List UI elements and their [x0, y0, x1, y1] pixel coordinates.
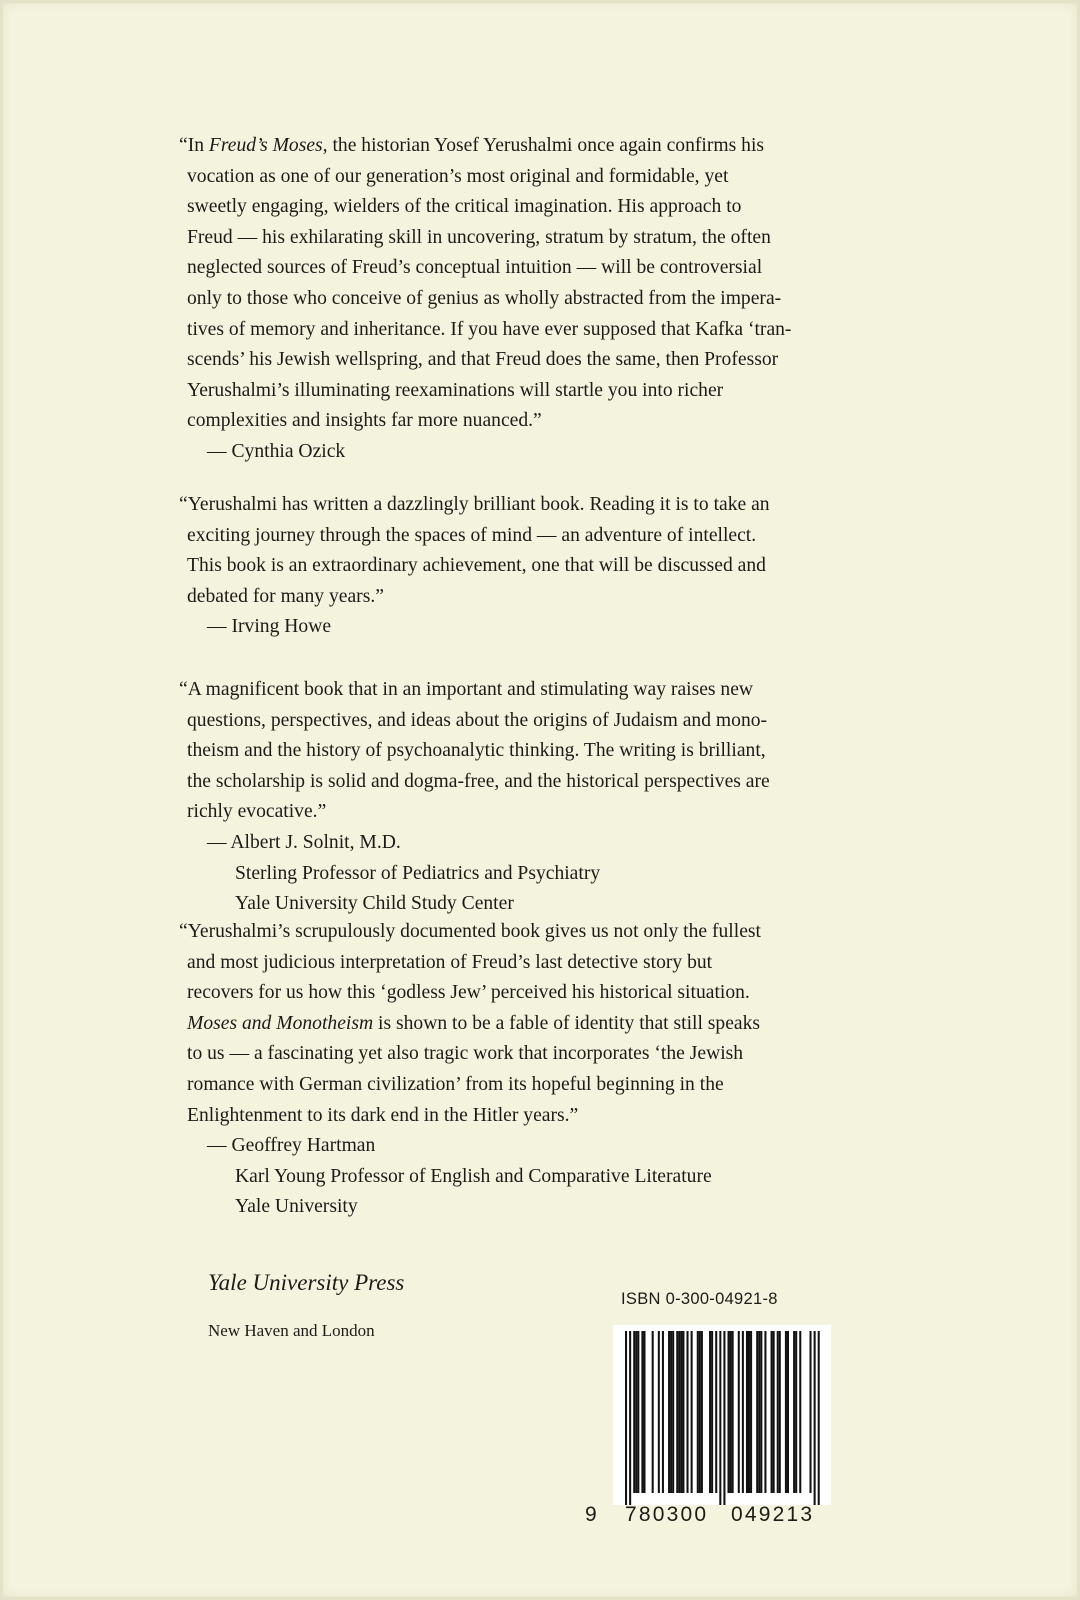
blurb-cynthia-ozick — [179, 131, 907, 468]
barcode-block — [585, 1325, 835, 1531]
blurb-line: “In Freud’s Moses, the historian Yosef Yerushalmi once again confirms his — [179, 135, 765, 156]
barcode-bar — [699, 1331, 701, 1493]
blurb-line: complexities and insights far more nuanced.” — [187, 410, 542, 432]
blurb-line: Enlightenment to its dark end in the Hitler years.” — [187, 1104, 579, 1126]
barcode-bar — [799, 1331, 801, 1493]
blurb-line: “A magnificent book that in an important and stimulating way raises new — [179, 679, 754, 700]
barcode-bar — [750, 1331, 752, 1493]
barcode-bar — [760, 1331, 762, 1493]
blurb-line: only to those who conceive of genius as wholly abstracted from the impera- — [187, 287, 782, 309]
barcode-bar — [625, 1331, 627, 1505]
barcode-bar — [779, 1331, 781, 1493]
barcode-bar — [771, 1331, 773, 1493]
barcode-bar — [719, 1331, 721, 1505]
blurb-author: — Geoffrey Hartman — [207, 1135, 376, 1157]
barcode-bar — [687, 1331, 689, 1493]
barcode-bar — [758, 1331, 760, 1493]
blurb-line: sweetly engaging, wielders of the critical imagination. His approach to — [187, 196, 742, 218]
blurb-line: recovers for us how this ‘godless Jew’ perceived his historical situation. — [187, 982, 750, 1004]
barcode-left-digits: 780300 — [625, 1503, 709, 1526]
barcode-bars — [613, 1325, 831, 1505]
barcode-bar — [738, 1331, 740, 1493]
blurb-line: to us — a fascinating yet also tragic work that incorporates ‘the Jewish — [187, 1043, 744, 1065]
blurb-line: Moses and Monotheism is shown to be a fable of identity that still speaks — [187, 1012, 761, 1034]
barcode-bar — [682, 1331, 684, 1493]
blurb-line: “Yerushalmi’s scrupulously documented book gives us not only the fullest — [179, 921, 761, 942]
barcode-bar — [658, 1331, 660, 1493]
barcode-bar — [810, 1331, 812, 1493]
blurb-albert-solnit — [179, 675, 907, 920]
barcode-bar — [818, 1331, 820, 1505]
barcode-bar — [637, 1331, 639, 1493]
barcode-bar — [723, 1331, 725, 1505]
barcode-bar — [756, 1331, 758, 1493]
barcode-bar — [715, 1331, 717, 1493]
barcode-bar — [680, 1331, 682, 1493]
barcode-bar — [691, 1331, 693, 1493]
publisher-name: Yale University Press — [208, 1270, 405, 1295]
blurb-line: richly evocative.” — [187, 801, 327, 823]
author-affiliation: Yale University Child Study Center — [235, 893, 514, 915]
barcode-bar — [678, 1331, 680, 1493]
barcode-lead-digit: 9 — [585, 1503, 599, 1526]
barcode-bar — [701, 1331, 703, 1493]
isbn-label: ISBN 0-300-04921-8 — [621, 1290, 778, 1308]
blurb-line: Yerushalmi’s illuminating reexaminations will startle you into richer — [187, 379, 724, 401]
barcode-bar — [697, 1331, 699, 1493]
author-affiliation: Sterling Professor of Pediatrics and Psychiatry — [235, 862, 601, 884]
author-affiliation: Yale University — [235, 1196, 358, 1218]
blurb-line: Freud — his exhilarating skill in uncovering, stratum by stratum, the often — [187, 226, 771, 248]
blurb-line: theism and the history of psychoanalytic thinking. The writing is brilliant, — [187, 740, 766, 762]
blurb-line: debated for many years.” — [187, 585, 384, 607]
barcode-bar — [777, 1331, 779, 1493]
barcode-bar — [785, 1331, 787, 1493]
barcode-bar — [672, 1331, 674, 1493]
blurb-irving-howe — [179, 490, 907, 643]
blurb-line: neglected sources of Freud’s conceptual intuition — will be controversial — [187, 257, 763, 279]
blurb-line: This book is an extraordinary achievement, one that will be discussed and — [187, 555, 766, 577]
barcode-bar — [742, 1331, 744, 1493]
blurb-line: “Yerushalmi has written a dazzlingly brilliant book. Reading it is to take an — [179, 494, 770, 515]
barcode-bar — [668, 1331, 670, 1493]
barcode-bar — [728, 1331, 730, 1493]
barcode-bar — [629, 1331, 631, 1505]
barcode-bar — [709, 1331, 711, 1493]
blurb-line: the scholarship is solid and dogma-free, and the historical perspectives are — [187, 770, 770, 792]
blurb-line: scends’ his Jewish wellspring, and that Freud does the same, then Professor — [187, 349, 779, 371]
author-affiliation: Karl Young Professor of English and Comparative Literature — [235, 1165, 712, 1187]
barcode-bar — [793, 1331, 795, 1493]
barcode-bar — [730, 1331, 732, 1493]
barcode-bar — [635, 1331, 637, 1493]
barcode-bar — [773, 1331, 775, 1493]
barcode-bar — [711, 1331, 713, 1493]
barcode-bar — [633, 1331, 635, 1493]
barcode-bar — [652, 1331, 654, 1493]
barcode-bar — [746, 1331, 748, 1493]
barcode-bar — [764, 1331, 766, 1493]
barcode-bar — [641, 1331, 643, 1493]
barcode-bar — [670, 1331, 672, 1493]
barcode-bar — [676, 1331, 678, 1493]
blurb-line: vocation as one of our generation’s most original and formidable, yet — [187, 165, 729, 187]
publisher-location: New Haven and London — [208, 1321, 375, 1340]
blurb-author: — Cynthia Ozick — [207, 440, 346, 462]
blurb-line: and most judicious interpretation of Freud’s last detective story but — [187, 951, 713, 973]
barcode-bar — [795, 1331, 797, 1493]
blurb-line: romance with German civilization’ from its hopeful beginning in the — [187, 1073, 724, 1095]
blurb-line: questions, perspectives, and ideas about the origins of Judaism and mono- — [187, 709, 768, 731]
barcode-bar — [748, 1331, 750, 1493]
blurb-author: — Albert J. Solnit, M.D. — [207, 831, 401, 853]
barcode-bar — [787, 1331, 789, 1493]
barcode-bar — [732, 1331, 734, 1493]
barcode-bar — [643, 1331, 645, 1493]
blurb-geoffrey-hartman — [179, 917, 907, 1223]
barcode-icon — [613, 1325, 831, 1505]
barcode-right-digits: 049213 — [731, 1503, 815, 1526]
blurb-line: exciting journey through the spaces of mind — an adventure of intellect. — [187, 524, 757, 546]
barcode-bar — [814, 1331, 816, 1505]
barcode-bar — [662, 1331, 664, 1493]
blurb-line: tives of memory and inheritance. If you have ever supposed that Kafka ‘tran- — [187, 318, 792, 340]
blurb-author: — Irving Howe — [207, 616, 332, 638]
